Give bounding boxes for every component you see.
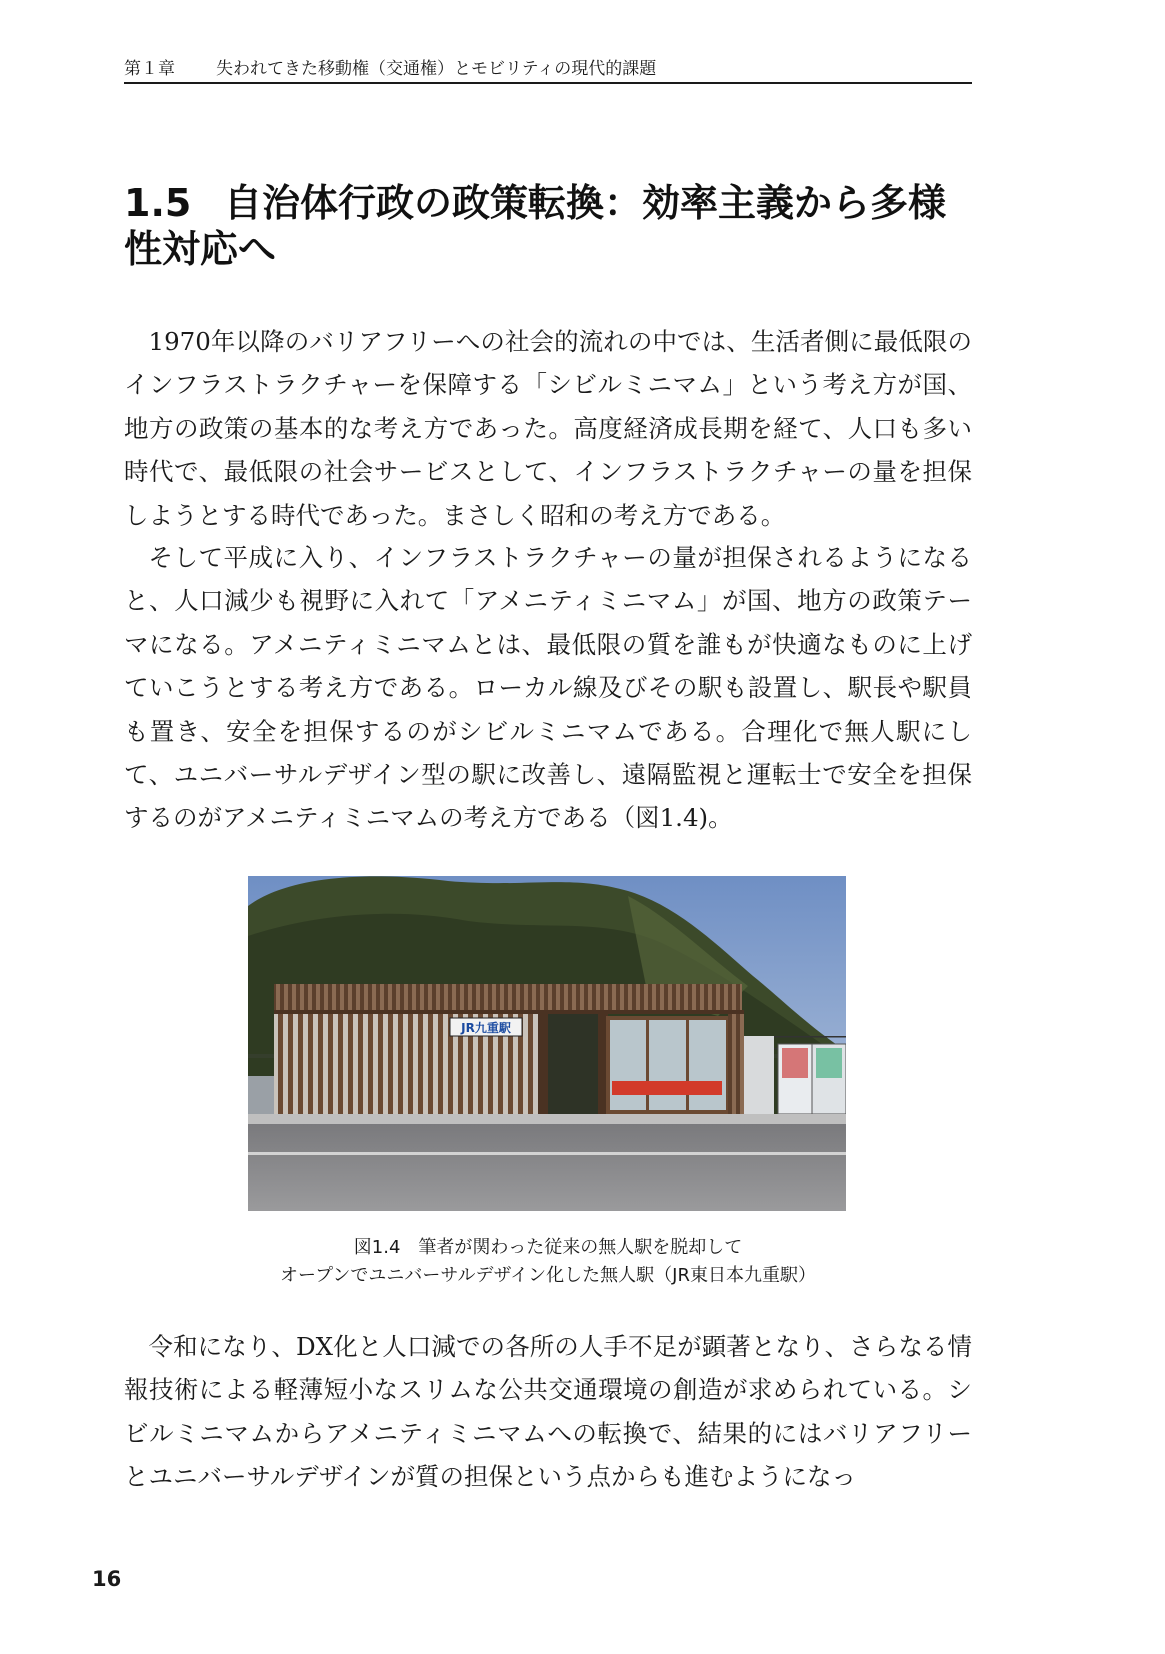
station-sign: JR九重駅 (461, 1021, 511, 1035)
section-title: 自治体行政の政策転換：効率主義から多様性対応へ (124, 181, 947, 271)
caption-line-1: 図1.4 筆者が関わった従来の無人駅を脱却して (353, 1237, 743, 1258)
page-number: 16 (92, 1567, 122, 1591)
caption-line-2: オープンでユニバーサルデザイン化した無人駅（JR東日本九重駅） (279, 1265, 817, 1286)
figure-caption (124, 1234, 972, 1290)
section-number: 1.5 (124, 181, 192, 225)
body-paragraph-1: 1970年以降のバリアフリーへの社会的流れの中では、生活者側に最低限のインフラストラクチャーを保障する「シビルミニマム」という考え方が国、地方の政策の基本的な考え方であった。高度経済成長期を経て、人口も多い時代で、最低限の社会サービスとして、インフラストラクチャーの量を担保しようとする時代であった。まさしく昭和の考え方である。 (124, 327, 972, 530)
running-header (124, 56, 972, 84)
chapter-title: 失われてきた移動権（交通権）とモビリティの現代的課題 (216, 59, 657, 79)
chapter-label: 第１章 (124, 59, 175, 79)
body-paragraph-3: 令和になり、DX化と人口減での各所の人手不足が顕著となり、さらなる情報技術による軽薄短小なスリムな公共交通環境の創造が求められている。シビルミニマムからアメニティミニマムへの転換で、結果的にはバリアフリーとユニバーサルデザインが質の担保という点からも進むようになっ (124, 1332, 972, 1492)
body-paragraph-2: そして平成に入り、インフラストラクチャーの量が担保されるようになると、人口減少も視野に入れて「アメニティミニマム」が国、地方の政策テーマになる。アメニティミニマムとは、最低限の質を誰もが快適なものに上げていこうとする考え方である。ローカル線及びその駅も設置し、駅長や駅員も置き、安全を担保するのがシビルミニマムである。合理化で無人駅にして、ユニバーサルデザイン型の駅に改善し、遠隔監視と運転士で安全を担保するのがアメニティミニマムの考え方である（図1.4)。 (124, 543, 972, 833)
station-illustration (248, 876, 846, 1211)
station-photo (248, 876, 846, 1211)
section-heading (124, 180, 974, 272)
